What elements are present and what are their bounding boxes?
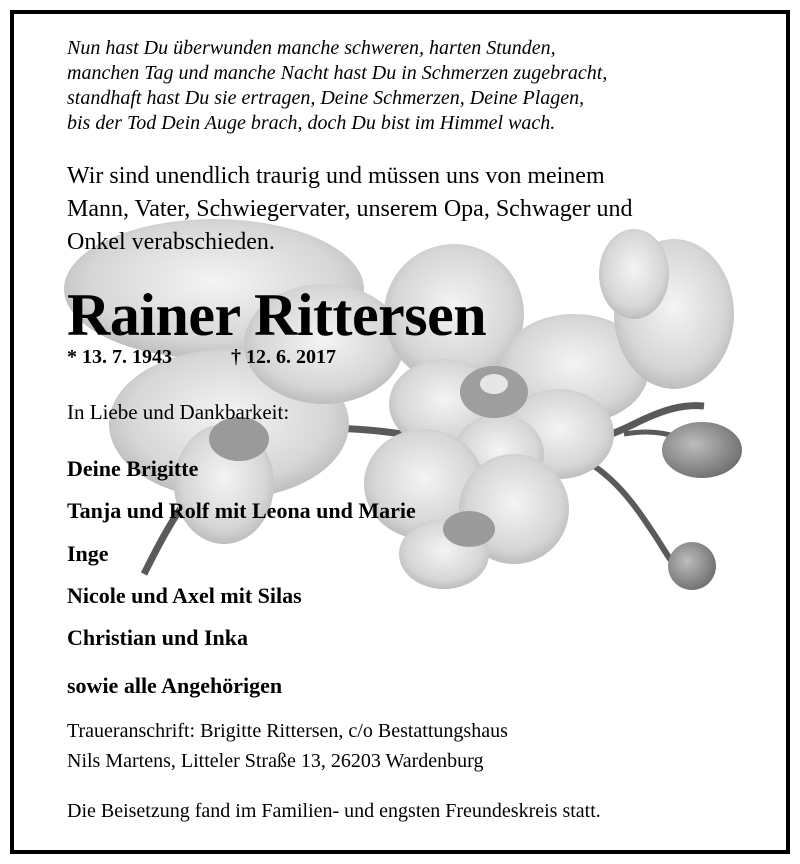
address-line: Nils Martens, Litteler Straße 13, 26203 Wardenburg xyxy=(67,750,484,772)
death-date: † 12. 6. 2017 xyxy=(231,346,336,368)
dedication-line: In Liebe und Dankbarkeit: xyxy=(67,400,290,424)
mourning-address xyxy=(67,716,508,776)
birth-date: * 13. 7. 1943 xyxy=(67,346,172,368)
poem-line: manchen Tag und manche Nacht hast Du in Schmerzen zugebracht, xyxy=(67,62,608,84)
poem-line: standhaft hast Du sie ertragen, Deine Schmerzen, Deine Plagen, xyxy=(67,87,585,109)
obituary-card xyxy=(10,10,790,854)
family-member: Inge xyxy=(67,541,109,566)
intro-line: Wir sind unendlich traurig und müssen uns von meinem xyxy=(67,163,605,189)
intro-text xyxy=(67,160,632,259)
burial-note: Die Beisetzung fand im Familien- und engsten Freundeskreis statt. xyxy=(67,800,601,822)
poem xyxy=(67,36,607,136)
family-relatives: sowie alle Angehörigen xyxy=(67,673,283,698)
poem-line: Nun hast Du überwunden manche schweren, harten Stunden, xyxy=(67,37,556,59)
deceased-name: Rainer Rittersen xyxy=(67,282,487,348)
family-member: Deine Brigitte xyxy=(67,456,199,481)
family-member: Nicole und Axel mit Silas xyxy=(67,583,302,608)
intro-line: Mann, Vater, Schwiegervater, unserem Opa, Schwager und xyxy=(67,196,633,222)
family-member: Christian und Inka xyxy=(67,625,248,650)
poem-line: bis der Tod Dein Auge brach, doch Du bist im Himmel wach. xyxy=(67,112,556,134)
intro-line: Onkel verabschieden. xyxy=(67,229,275,255)
life-dates xyxy=(67,346,336,369)
address-line: Traueranschrift: Brigitte Rittersen, c/o Bestattungshaus xyxy=(67,720,508,742)
family-member: Tanja und Rolf mit Leona und Marie xyxy=(67,498,416,523)
